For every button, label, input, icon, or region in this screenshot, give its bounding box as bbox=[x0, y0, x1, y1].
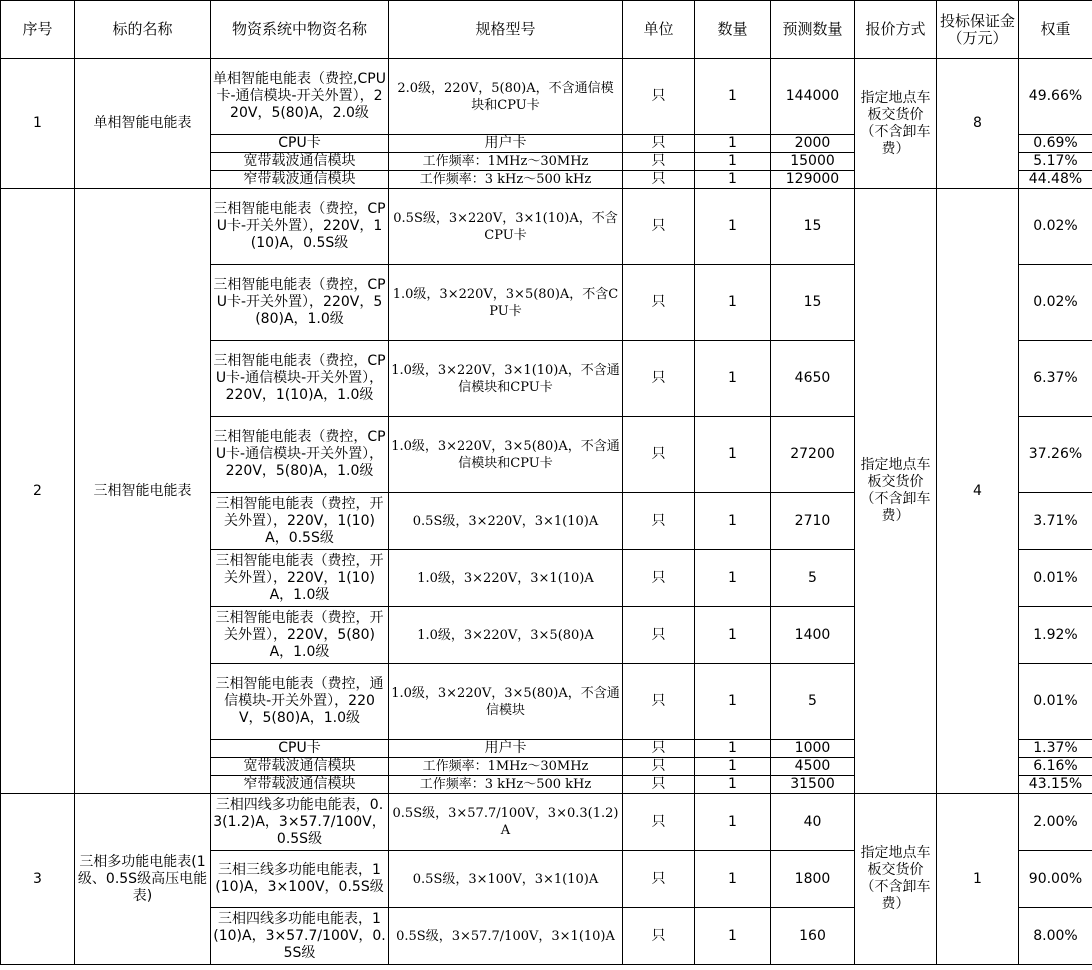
unit-cell: 只 bbox=[623, 189, 695, 265]
qty-cell: 1 bbox=[695, 851, 771, 908]
unit-cell: 只 bbox=[623, 740, 695, 758]
group-number: 3 bbox=[1, 794, 75, 965]
item-name: 窄带载波通信模块 bbox=[211, 776, 389, 794]
forecast-cell: 129000 bbox=[771, 171, 855, 189]
weight-cell: 1.37% bbox=[1019, 740, 1092, 758]
unit-cell: 只 bbox=[623, 341, 695, 417]
deposit-cell: 8 bbox=[937, 59, 1019, 189]
header-cell-item: 物资系统中物资名称 bbox=[211, 1, 389, 59]
item-name: 单相智能电能表（费控,CPU卡-通信模块-开关外置），220V，5(80)A，2.0级 bbox=[211, 59, 389, 135]
spec-cell: 0.5S级，3×57.7/100V，3×1(10)A bbox=[389, 908, 623, 965]
forecast-cell: 1000 bbox=[771, 740, 855, 758]
forecast-cell: 40 bbox=[771, 794, 855, 851]
item-name: 三相智能电能表（费控，开关外置），220V，1(10)A，1.0级 bbox=[211, 550, 389, 607]
unit-cell: 只 bbox=[623, 417, 695, 493]
spec-cell: 工作频率：1MHz～30MHz bbox=[389, 758, 623, 776]
forecast-cell: 2710 bbox=[771, 493, 855, 550]
qty-cell: 1 bbox=[695, 189, 771, 265]
unit-cell: 只 bbox=[623, 171, 695, 189]
unit-cell: 只 bbox=[623, 550, 695, 607]
forecast-cell: 5 bbox=[771, 664, 855, 740]
header-cell-unit: 单位 bbox=[623, 1, 695, 59]
item-name: 三相智能电能表（费控，通信模块-开关外置），220V，5(80)A，1.0级 bbox=[211, 664, 389, 740]
weight-cell: 37.26% bbox=[1019, 417, 1092, 493]
weight-cell: 0.01% bbox=[1019, 664, 1092, 740]
forecast-cell: 4650 bbox=[771, 341, 855, 417]
header-cell-qty: 数量 bbox=[695, 1, 771, 59]
spec-cell: 1.0级，3×220V，3×1(10)A bbox=[389, 550, 623, 607]
item-name: 三相四线多功能电能表，1(10)A，3×57.7/100V，0.5S级 bbox=[211, 908, 389, 965]
item-name: 三相智能电能表（费控，CPU卡-通信模块-开关外置），220V，5(80)A，1.0级 bbox=[211, 417, 389, 493]
spec-cell: 0.5S级，3×57.7/100V，3×0.3(1.2)A bbox=[389, 794, 623, 851]
item-name: 三相智能电能表（费控，开关外置），220V，5(80)A，1.0级 bbox=[211, 607, 389, 664]
unit-cell: 只 bbox=[623, 664, 695, 740]
item-name: CPU卡 bbox=[211, 135, 389, 153]
qty-cell: 1 bbox=[695, 417, 771, 493]
forecast-cell: 160 bbox=[771, 908, 855, 965]
forecast-cell: 31500 bbox=[771, 776, 855, 794]
pricing-method: 指定地点车板交货价（不含卸车费） bbox=[855, 189, 937, 794]
weight-cell: 0.69% bbox=[1019, 135, 1092, 153]
weight-cell: 49.66% bbox=[1019, 59, 1092, 135]
item-name: 窄带载波通信模块 bbox=[211, 171, 389, 189]
item-name: 三相智能电能表（费控，CPU卡-开关外置），220V，1(10)A，0.5S级 bbox=[211, 189, 389, 265]
deposit-cell: 4 bbox=[937, 189, 1019, 794]
header-cell-deposit: 投标保证金（万元） bbox=[937, 1, 1019, 59]
unit-cell: 只 bbox=[623, 607, 695, 664]
qty-cell: 1 bbox=[695, 493, 771, 550]
unit-cell: 只 bbox=[623, 59, 695, 135]
table-row bbox=[1, 794, 1092, 851]
spec-cell: 工作频率：3 kHz～500 kHz bbox=[389, 171, 623, 189]
weight-cell: 44.48% bbox=[1019, 171, 1092, 189]
item-name: 三相智能电能表（费控，开关外置），220V，1(10)A，0.5S级 bbox=[211, 493, 389, 550]
unit-cell: 只 bbox=[623, 794, 695, 851]
unit-cell: 只 bbox=[623, 135, 695, 153]
qty-cell: 1 bbox=[695, 550, 771, 607]
pricing-method: 指定地点车板交货价（不含卸车费） bbox=[855, 59, 937, 189]
qty-cell: 1 bbox=[695, 341, 771, 417]
spec-cell: 0.5S级，3×100V，3×1(10)A bbox=[389, 851, 623, 908]
spec-cell: 1.0级，3×220V，3×5(80)A，不含通信模块和CPU卡 bbox=[389, 417, 623, 493]
header-cell-forecast: 预测数量 bbox=[771, 1, 855, 59]
spec-cell: 1.0级，3×220V，3×5(80)A，不含通信模块 bbox=[389, 664, 623, 740]
spec-cell: 0.5S级，3×220V，3×1(10)A，不含CPU卡 bbox=[389, 189, 623, 265]
weight-cell: 6.37% bbox=[1019, 341, 1092, 417]
forecast-cell: 2000 bbox=[771, 135, 855, 153]
spec-cell: 工作频率：1MHz～30MHz bbox=[389, 153, 623, 171]
spec-cell: 工作频率：3 kHz～500 kHz bbox=[389, 776, 623, 794]
qty-cell: 1 bbox=[695, 607, 771, 664]
weight-cell: 43.15% bbox=[1019, 776, 1092, 794]
weight-cell: 0.02% bbox=[1019, 265, 1092, 341]
item-name: 宽带载波通信模块 bbox=[211, 153, 389, 171]
unit-cell: 只 bbox=[623, 493, 695, 550]
header-cell-spec: 规格型号 bbox=[389, 1, 623, 59]
forecast-cell: 1400 bbox=[771, 607, 855, 664]
forecast-cell: 27200 bbox=[771, 417, 855, 493]
weight-cell: 0.01% bbox=[1019, 550, 1092, 607]
spec-cell: 2.0级，220V，5(80)A，不含通信模块和CPU卡 bbox=[389, 59, 623, 135]
item-name: 宽带载波通信模块 bbox=[211, 758, 389, 776]
qty-cell: 1 bbox=[695, 153, 771, 171]
weight-cell: 1.92% bbox=[1019, 607, 1092, 664]
item-name: CPU卡 bbox=[211, 740, 389, 758]
qty-cell: 1 bbox=[695, 908, 771, 965]
group-name: 三相智能电能表 bbox=[75, 189, 211, 794]
unit-cell: 只 bbox=[623, 265, 695, 341]
weight-cell: 8.00% bbox=[1019, 908, 1092, 965]
weight-cell: 0.02% bbox=[1019, 189, 1092, 265]
spec-cell: 用户卡 bbox=[389, 740, 623, 758]
item-name: 三相智能电能表（费控，CPU卡-通信模块-开关外置），220V，1(10)A，1.0级 bbox=[211, 341, 389, 417]
qty-cell: 1 bbox=[695, 794, 771, 851]
forecast-cell: 144000 bbox=[771, 59, 855, 135]
table-row bbox=[1, 59, 1092, 135]
spec-cell: 0.5S级，3×220V，3×1(10)A bbox=[389, 493, 623, 550]
weight-cell: 3.71% bbox=[1019, 493, 1092, 550]
weight-cell: 5.17% bbox=[1019, 153, 1092, 171]
forecast-cell: 5 bbox=[771, 550, 855, 607]
spec-cell: 1.0级，3×220V，3×5(80)A bbox=[389, 607, 623, 664]
forecast-cell: 4500 bbox=[771, 758, 855, 776]
qty-cell: 1 bbox=[695, 265, 771, 341]
item-name: 三相四线多功能电能表，0.3(1.2)A，3×57.7/100V，0.5S级 bbox=[211, 794, 389, 851]
weight-cell: 2.00% bbox=[1019, 794, 1092, 851]
unit-cell: 只 bbox=[623, 153, 695, 171]
forecast-cell: 1800 bbox=[771, 851, 855, 908]
weight-cell: 6.16% bbox=[1019, 758, 1092, 776]
qty-cell: 1 bbox=[695, 135, 771, 153]
pricing-method: 指定地点车板交货价（不含卸车费） bbox=[855, 794, 937, 965]
qty-cell: 1 bbox=[695, 740, 771, 758]
unit-cell: 只 bbox=[623, 851, 695, 908]
item-name: 三相三线多功能电能表，1(10)A，3×100V，0.5S级 bbox=[211, 851, 389, 908]
unit-cell: 只 bbox=[623, 758, 695, 776]
spec-cell: 1.0级，3×220V，3×5(80)A，不含CPU卡 bbox=[389, 265, 623, 341]
forecast-cell: 15000 bbox=[771, 153, 855, 171]
header-cell-method: 报价方式 bbox=[855, 1, 937, 59]
group-name: 三相多功能电能表(1级、0.5S级高压电能表) bbox=[75, 794, 211, 965]
header-cell-no: 序号 bbox=[1, 1, 75, 59]
header-row bbox=[1, 1, 1092, 59]
unit-cell: 只 bbox=[623, 776, 695, 794]
qty-cell: 1 bbox=[695, 758, 771, 776]
forecast-cell: 15 bbox=[771, 189, 855, 265]
group-name: 单相智能电能表 bbox=[75, 59, 211, 189]
spec-cell: 用户卡 bbox=[389, 135, 623, 153]
qty-cell: 1 bbox=[695, 776, 771, 794]
header-cell-weight: 权重 bbox=[1019, 1, 1092, 59]
deposit-cell: 1 bbox=[937, 794, 1019, 965]
group-number: 2 bbox=[1, 189, 75, 794]
qty-cell: 1 bbox=[695, 171, 771, 189]
weight-cell: 90.00% bbox=[1019, 851, 1092, 908]
group-number: 1 bbox=[1, 59, 75, 189]
qty-cell: 1 bbox=[695, 664, 771, 740]
table-row bbox=[1, 189, 1092, 265]
forecast-cell: 15 bbox=[771, 265, 855, 341]
spec-cell: 1.0级，3×220V，3×1(10)A，不含通信模块和CPU卡 bbox=[389, 341, 623, 417]
qty-cell: 1 bbox=[695, 59, 771, 135]
header-cell-name: 标的名称 bbox=[75, 1, 211, 59]
item-name: 三相智能电能表（费控，CPU卡-开关外置），220V，5(80)A，1.0级 bbox=[211, 265, 389, 341]
unit-cell: 只 bbox=[623, 908, 695, 965]
